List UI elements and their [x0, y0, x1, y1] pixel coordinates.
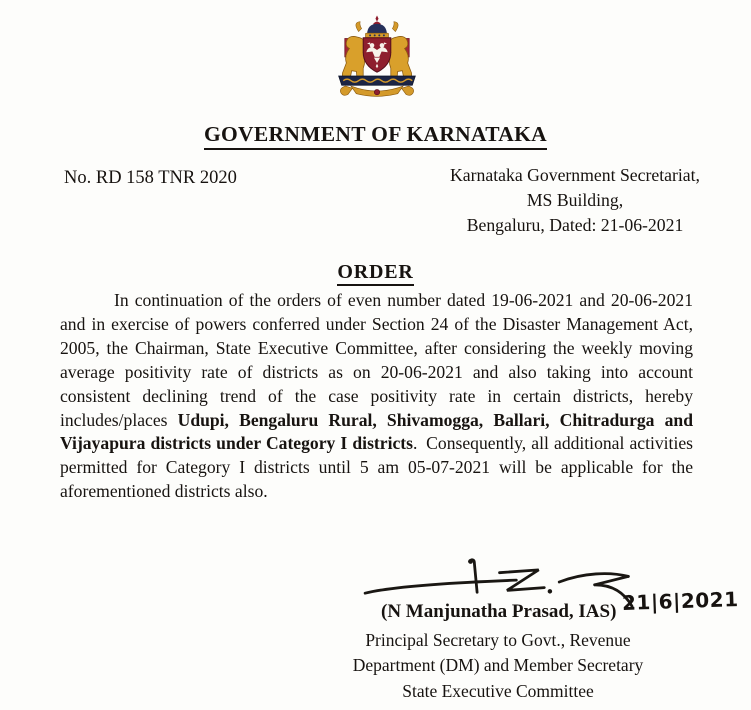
designation-line-3: State Executive Committee: [402, 680, 594, 701]
address-line-secretariat: Karnataka Government Secretariat,: [450, 165, 700, 185]
reference-number: No. RD 158 TNR 2020: [64, 168, 237, 188]
designation-line-2: Department (DM) and Member Secretary: [352, 655, 644, 676]
page-title: [0, 122, 751, 150]
paragraph-tail-text: . Consequently, all additional activities permitted for Category I districts until 5 am 05-07-2021 will be applicable for the aforementioned districts also.: [60, 433, 693, 502]
order-heading-text: ORDER: [337, 261, 413, 286]
signatory-designation: [336, 628, 660, 704]
signatory-name: (N Manjunatha Prasad, IAS): [381, 601, 617, 622]
address-line-building: MS Building,: [526, 190, 624, 210]
karnataka-emblem-icon: [331, 13, 423, 110]
order-paragraph: [60, 289, 693, 504]
handwritten-date: 21|6|2021: [621, 586, 739, 616]
address-block: [407, 163, 743, 238]
page-title-text: GOVERNMENT OF KARNATAKA: [204, 122, 547, 150]
address-line-date: Bengaluru, Dated: 21-06-2021: [466, 215, 684, 235]
paragraph-lead-text: In continuation of the orders of even number dated 19-06-2021 and 20-06-2021 and in exercise of powers conferred under Section 24 of the Disaster Management Act, 2005, the Chairman, State Executive Committee, after considering the weekly moving average positivity rate of districts as on 20-06-2021 and also taking into account consistent declining trend of the case positivity rate in certain districts, hereby includes/places: [60, 290, 693, 430]
order-heading: [0, 261, 751, 286]
paragraph-bold-districts: Udupi, Bengaluru Rural, Shivamogga, Ballari, Chitradurga and Vijayapura districts under Category I districts: [60, 409, 693, 454]
designation-line-1: Principal Secretary to Govt., Revenue: [365, 630, 631, 650]
